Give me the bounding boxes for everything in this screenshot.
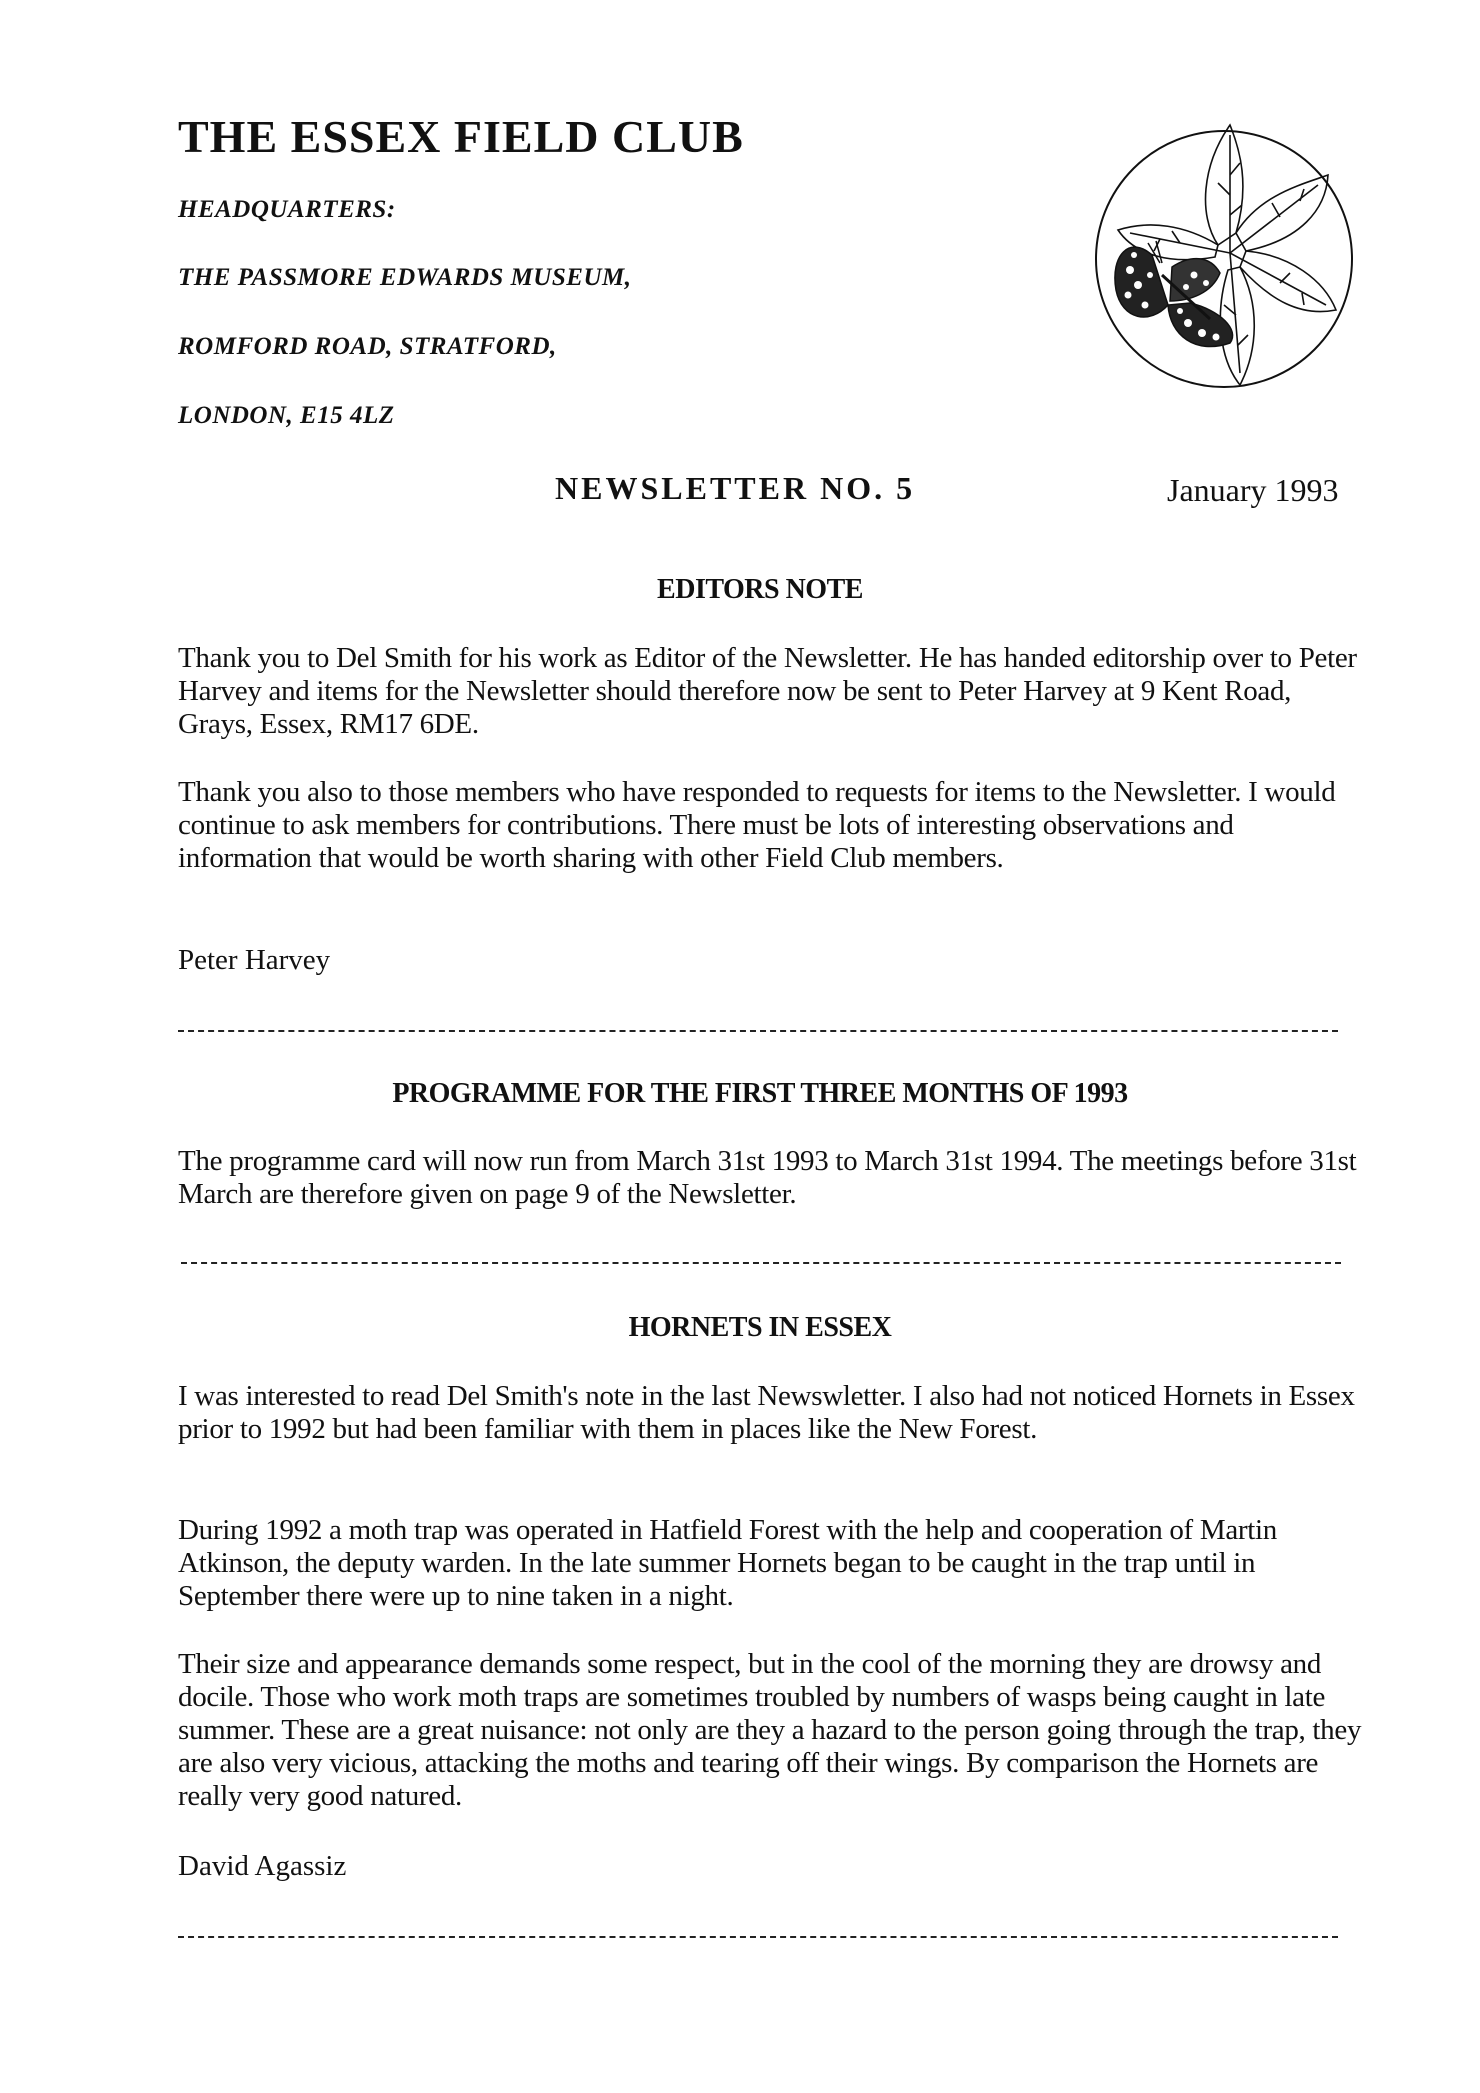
hornets-signature: David Agassiz: [178, 1850, 347, 1882]
programme-paragraph-1: The programme card will now run from March 31st 1993 to March 31st 1994. The meetings before 31st March are therefore given on page 9 of the Newsletter.: [178, 1145, 1357, 1210]
address-line-museum: THE PASSMORE EDWARDS MUSEUM,: [178, 264, 632, 291]
address-line-road: ROMFORD ROAD, STRATFORD,: [178, 333, 557, 360]
section-divider: [181, 1262, 1341, 1264]
section-heading-hornets: HORNETS IN ESSEX: [628, 1312, 892, 1343]
address-line-headquarters: HEADQUARTERS:: [178, 196, 396, 223]
section-divider: [178, 1030, 1338, 1032]
hornets-paragraph-3: Their size and appearance demands some respect, but in the cool of the morning they are drowsy and docile. Those who work moth traps are sometimes troubled by numbers of wasps being caught in late summer. These are a great nuisance: not only are they a hazard to the person going through the trap, they are also very vicious, attacking the moths and tearing off their wings. By comparison the Hornets are really very good natured.: [178, 1648, 1362, 1812]
editors-note-signature: Peter Harvey: [178, 944, 331, 976]
hornets-paragraph-2: During 1992 a moth trap was operated in Hatfield Forest with the help and cooperation of Martin Atkinson, the deputy warden. In the late summer Hornets began to be caught in the trap until in September there were up to nine taken in a night.: [178, 1514, 1277, 1612]
section-heading-editors-note: EDITORS NOTE: [657, 574, 863, 605]
editors-note-paragraph-2: Thank you also to those members who have responded to requests for items to the Newsletter. I would continue to ask members for contributions. There must be lots of interesting observations and information that would be worth sharing with other Field Club members.: [178, 776, 1336, 874]
club-title: THE ESSEX FIELD CLUB: [178, 111, 744, 162]
hornets-paragraph-1: I was interested to read Del Smith's note in the last Newswletter. I also had not noticed Hornets in Essex prior to 1992 but had been familiar with them in places like the New Forest.: [178, 1380, 1355, 1445]
editors-note-paragraph-1: Thank you to Del Smith for his work as Editor of the Newsletter. He has handed editorship over to Peter Harvey and items for the Newsletter should therefore now be sent to Peter Harvey at 9 Kent Road, Grays, Essex, RM17 6DE.: [178, 642, 1357, 740]
section-divider: [178, 1936, 1338, 1938]
address-line-city: LONDON, E15 4LZ: [178, 402, 395, 429]
section-heading-programme: PROGRAMME FOR THE FIRST THREE MONTHS OF 1993: [392, 1078, 1128, 1109]
issue-date: January 1993: [1167, 472, 1339, 508]
butterfly-leaf-logo-icon: [1090, 105, 1358, 405]
newsletter-number: NEWSLETTER NO. 5: [555, 470, 916, 506]
